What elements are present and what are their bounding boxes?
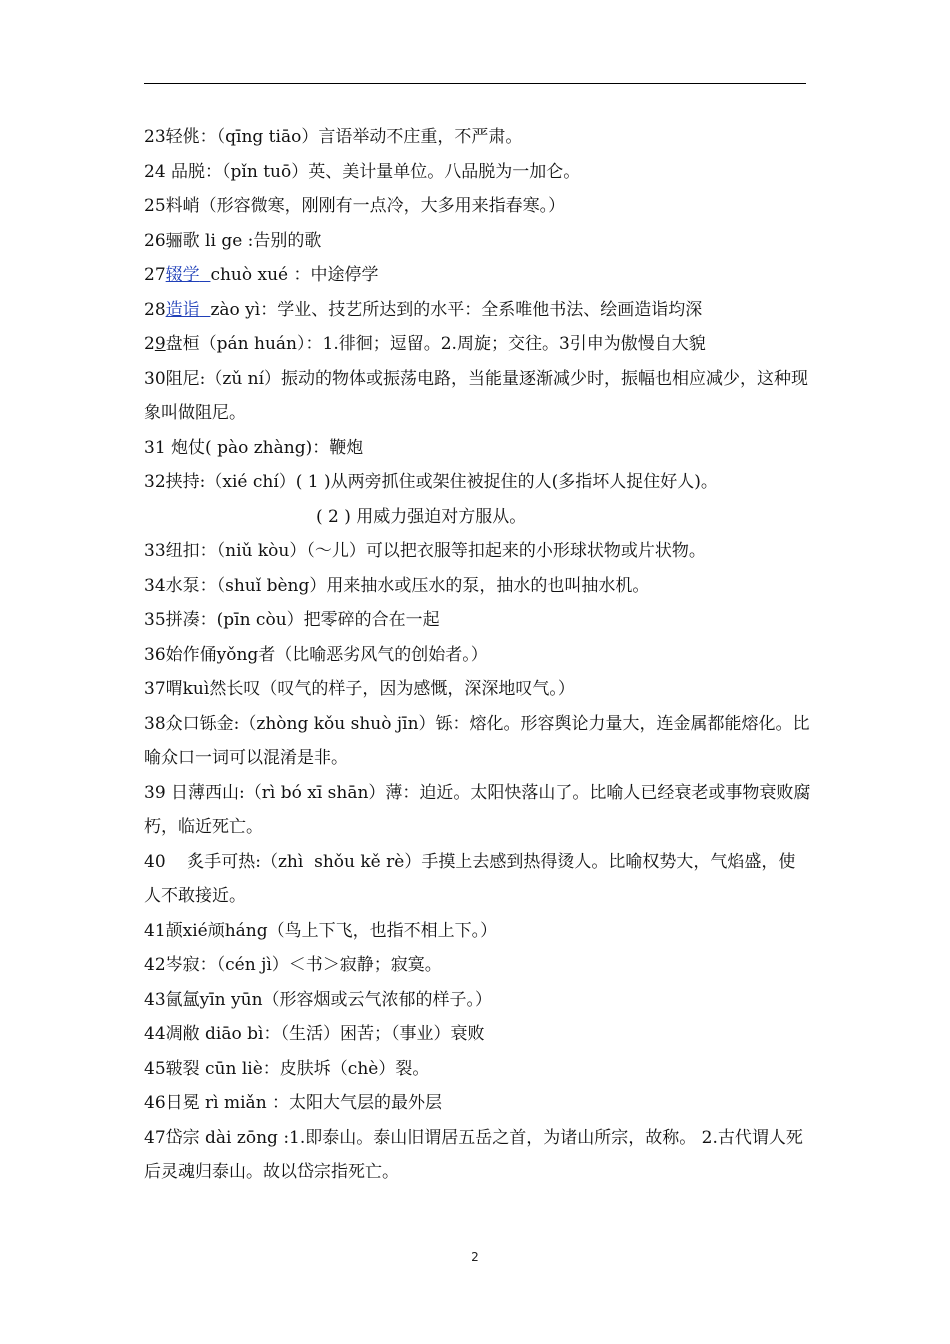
entry-47: 47岱宗 dài zōng :1.即泰山。泰山旧谓居五岳之首，为诸山所宗，故称。 2.古代谓人死后灵魂归泰山。故以岱宗指死亡。 — [144, 1127, 803, 1182]
link-chuoxue[interactable]: 辍学 — [165, 265, 200, 285]
entry-32: 32挟持:（xié chí）( 1 )从两旁抓住或架住被捉住的人(多指坏人捉住好人)。 — [144, 472, 718, 492]
page-number: 2 — [471, 1250, 479, 1264]
entry-30: 30阻尼:（zǔ ní）振动的物体或振荡电路，当能量逐渐减少时，振幅也相应减少，这种现象叫做阻尼。 — [144, 368, 809, 423]
entry-25: 25料峭（形容微寒，刚刚有一点冷，大多用来指春寒。） — [144, 196, 566, 216]
entry-27 — [144, 258, 812, 293]
entry-23: 23轻佻：（qīng tiāo）言语举动不庄重，不严肃。 — [144, 127, 523, 147]
link-zaoyi[interactable]: 造诣 — [165, 299, 200, 320]
entry-26: 26骊歌 li ge :告别的歌 — [144, 230, 322, 251]
entry-35: 35拼凑：(pīn còu）把零碎的合在一起 — [144, 610, 440, 630]
entry-45: 45皲裂 cūn liè：皮肤坼（chè）裂。 — [144, 1058, 430, 1079]
entry-31: 31 炮仗( pào zhàng)：鞭炮 — [144, 437, 364, 458]
entry-46: 46日冕 rì miǎn ：太阳大气层的最外层 — [144, 1093, 443, 1113]
entry-38: 38众口铄金:（zhòng kǒu shuò jīn）铄：熔化。形容舆论力量大，连金属都能熔化。比喻众口一词可以混淆是非。 — [144, 713, 810, 768]
entry-40: 40 炙手可热:（zhì shǒu kě rè）手摸上去感到热得烫人。比喻权势大，气焰盛，使人不敢接近。 — [144, 851, 796, 906]
entry-39: 39 日薄西山:（rì bó xī shān）薄：迫近。太阳快落山了。比喻人已经衰老或事物衰败腐朽，临近死亡。 — [144, 782, 811, 837]
entry-42: 42岑寂：（cén jì）＜书＞寂静；寂寞。 — [144, 955, 442, 975]
entry-44: 44凋敝 diāo bì：（生活）困苦；（事业）衰败 — [144, 1024, 485, 1044]
entry-36: 36始作俑yǒng者（比喻恶劣风气的创始者。） — [144, 644, 488, 665]
entry-41: 41颉xié颃háng（鸟上下飞，也指不相上下。） — [144, 920, 498, 941]
entry-32-sense-2: ( 2 ) 用威力强迫对方服从。 — [316, 506, 527, 527]
entry-27-number: 27 — [144, 265, 166, 285]
entry-28-text: zào yì：学业、技艺所达到的水平：全系唯他书法、绘画造诣均深 — [210, 299, 703, 320]
entry-28-number: 28 — [144, 299, 166, 320]
entry-24: 24 品脱：（pǐn tuō）英、美计量单位。八品脱为一加仑。 — [144, 161, 581, 182]
header-rule — [144, 83, 806, 84]
entry-27-text: chuò xué ：中途停学 — [210, 265, 379, 285]
glossary-list — [144, 120, 812, 1190]
entry-29: 29盘桓（pán huán）：1.徘徊；逗留。2.周旋；交往。3引申为傲慢自大貌 — [144, 334, 706, 354]
entry-28 — [144, 293, 812, 328]
entry-34: 34水泵：（shuǐ bèng）用来抽水或压水的泵，抽水的也叫抽水机。 — [144, 575, 650, 596]
entry-37: 37喟kuì然长叹（叹气的样子，因为感慨，深深地叹气。） — [144, 679, 575, 699]
entry-33: 33纽扣：（niǔ kòu）（～儿）可以把衣服等扣起来的小形球状物或片状物。 — [144, 541, 706, 561]
entry-43: 43氤氲yīn yūn（形容烟或云气浓郁的样子。） — [144, 989, 493, 1010]
